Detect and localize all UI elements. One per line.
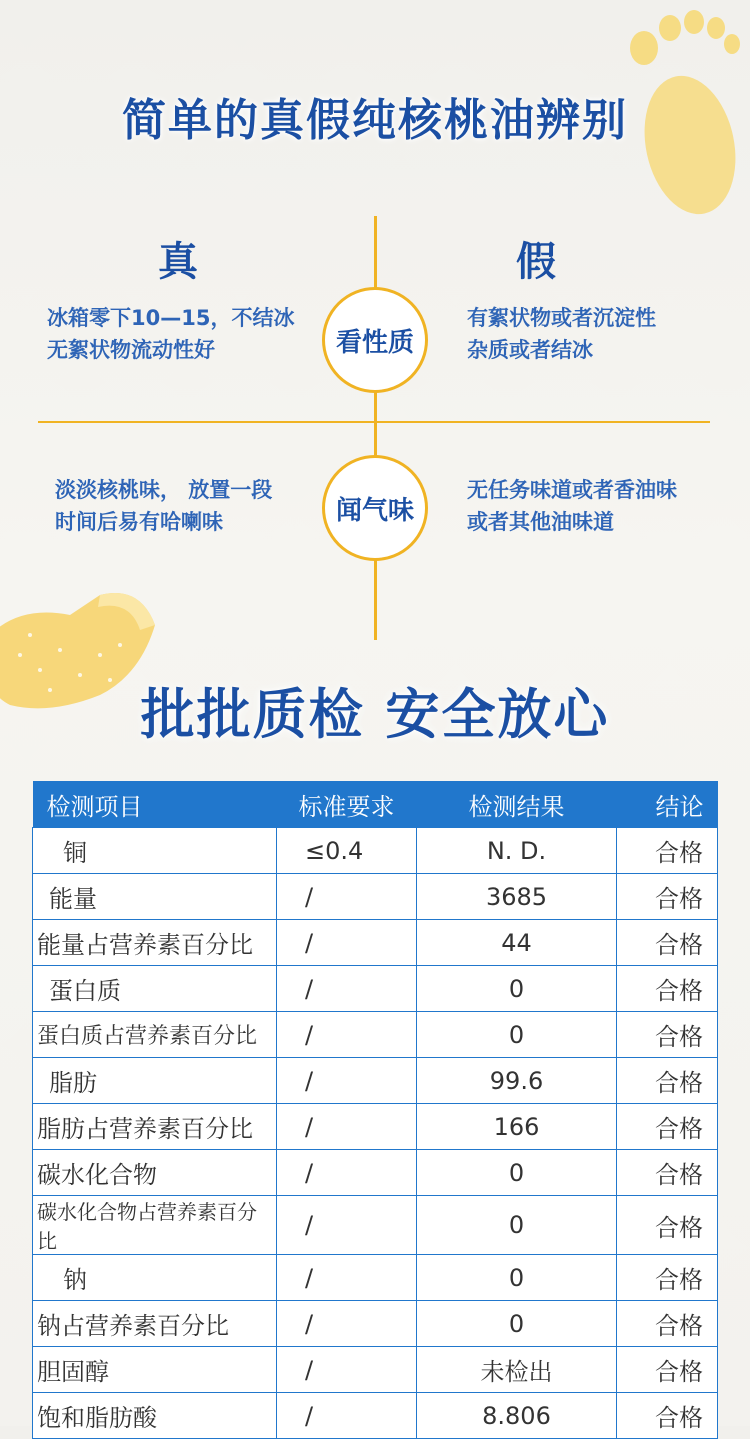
result-cell: 未检出 <box>417 1347 617 1393</box>
conclusion-cell: 合格 <box>617 1012 718 1058</box>
result-cell: 0 <box>417 1150 617 1196</box>
conclusion-cell: 合格 <box>617 1196 718 1255</box>
standard-cell: / <box>277 1104 417 1150</box>
conclusion-cell: 合格 <box>617 828 718 874</box>
table-header-row <box>33 781 718 828</box>
header-result: 检测结果 <box>417 781 617 828</box>
test-item-cell: 脂肪占营养素百分比 <box>33 1104 277 1150</box>
table-row <box>33 1301 718 1347</box>
standard-cell: / <box>277 874 417 920</box>
header-standard: 标准要求 <box>277 781 417 828</box>
standard-cell: / <box>277 1393 417 1439</box>
test-item-cell: 铜 <box>33 828 277 874</box>
quality-test-table <box>32 781 718 1439</box>
standard-cell: / <box>277 1301 417 1347</box>
standard-cell: / <box>277 1058 417 1104</box>
test-item-cell: 碳水化合物占营养素百分比 <box>33 1196 277 1255</box>
test-item-cell: 能量占营养素百分比 <box>33 920 277 966</box>
standard-cell: / <box>277 1196 417 1255</box>
standard-cell: ≤0.4 <box>277 828 417 874</box>
test-item-cell: 钠 <box>33 1255 277 1301</box>
table-row <box>33 1058 718 1104</box>
table-row <box>33 1255 718 1301</box>
standard-cell: / <box>277 1150 417 1196</box>
standard-cell: / <box>277 1012 417 1058</box>
test-item-cell: 碳水化合物 <box>33 1150 277 1196</box>
result-cell: 8.806 <box>417 1393 617 1439</box>
table-row <box>33 1150 718 1196</box>
table-row <box>33 1196 718 1255</box>
table-row <box>33 1012 718 1058</box>
result-cell: 166 <box>417 1104 617 1150</box>
real-column-header: 真 <box>158 239 198 285</box>
criterion-label: 闻气味 <box>335 495 414 526</box>
standard-cell: / <box>277 1347 417 1393</box>
conclusion-cell: 合格 <box>617 920 718 966</box>
compare-title: 简单的真假纯核桃油辨别 <box>122 95 628 146</box>
conclusion-cell: 合格 <box>617 874 718 920</box>
result-cell: 0 <box>417 1012 617 1058</box>
horizontal-divider <box>38 421 710 423</box>
quality-title: 批批质检 安全放心 <box>140 683 610 746</box>
result-cell: 44 <box>417 920 617 966</box>
conclusion-cell: 合格 <box>617 1347 718 1393</box>
real-text-smell: 淡淡核桃味， 放置一段 时间后易有哈喇味 <box>55 478 273 534</box>
fake-text-nature: 有絮状物或者沉淀性 杂质或者结冰 <box>467 306 656 362</box>
standard-cell: / <box>277 920 417 966</box>
test-item-cell: 能量 <box>33 874 277 920</box>
conclusion-cell: 合格 <box>617 1301 718 1347</box>
table-row <box>33 1347 718 1393</box>
test-item-cell: 蛋白质占营养素百分比 <box>33 1012 277 1058</box>
header-item: 检测项目 <box>33 781 277 828</box>
table-row <box>33 828 718 874</box>
conclusion-cell: 合格 <box>617 1150 718 1196</box>
result-cell: 0 <box>417 1301 617 1347</box>
standard-cell: / <box>277 1255 417 1301</box>
result-cell: 0 <box>417 1255 617 1301</box>
result-cell: N. D. <box>417 828 617 874</box>
test-item-cell: 饱和脂肪酸 <box>33 1393 277 1439</box>
conclusion-cell: 合格 <box>617 1393 718 1439</box>
real-text-nature: 冰箱零下10—15，不结冰 无絮状物流动性好 <box>47 306 295 362</box>
standard-cell: / <box>277 966 417 1012</box>
conclusion-cell: 合格 <box>617 1058 718 1104</box>
result-cell: 3685 <box>417 874 617 920</box>
criterion-circle-nature <box>322 287 428 393</box>
conclusion-cell: 合格 <box>617 1104 718 1150</box>
conclusion-cell: 合格 <box>617 1255 718 1301</box>
result-cell: 0 <box>417 966 617 1012</box>
table-row <box>33 1393 718 1439</box>
fake-column-header: 假 <box>516 239 556 285</box>
table-row <box>33 920 718 966</box>
vertical-divider <box>374 216 377 640</box>
table-row <box>33 1104 718 1150</box>
test-item-cell: 脂肪 <box>33 1058 277 1104</box>
test-item-cell: 钠占营养素百分比 <box>33 1301 277 1347</box>
criterion-circle-smell <box>322 455 428 561</box>
table-row <box>33 874 718 920</box>
criterion-label: 看性质 <box>335 327 414 358</box>
header-conclusion: 结论 <box>617 781 718 828</box>
test-item-cell: 胆固醇 <box>33 1347 277 1393</box>
conclusion-cell: 合格 <box>617 966 718 1012</box>
test-item-cell: 蛋白质 <box>33 966 277 1012</box>
result-cell: 99.6 <box>417 1058 617 1104</box>
table-row <box>33 966 718 1012</box>
fake-text-smell: 无任务味道或者香油味 或者其他油味道 <box>467 478 677 534</box>
result-cell: 0 <box>417 1196 617 1255</box>
